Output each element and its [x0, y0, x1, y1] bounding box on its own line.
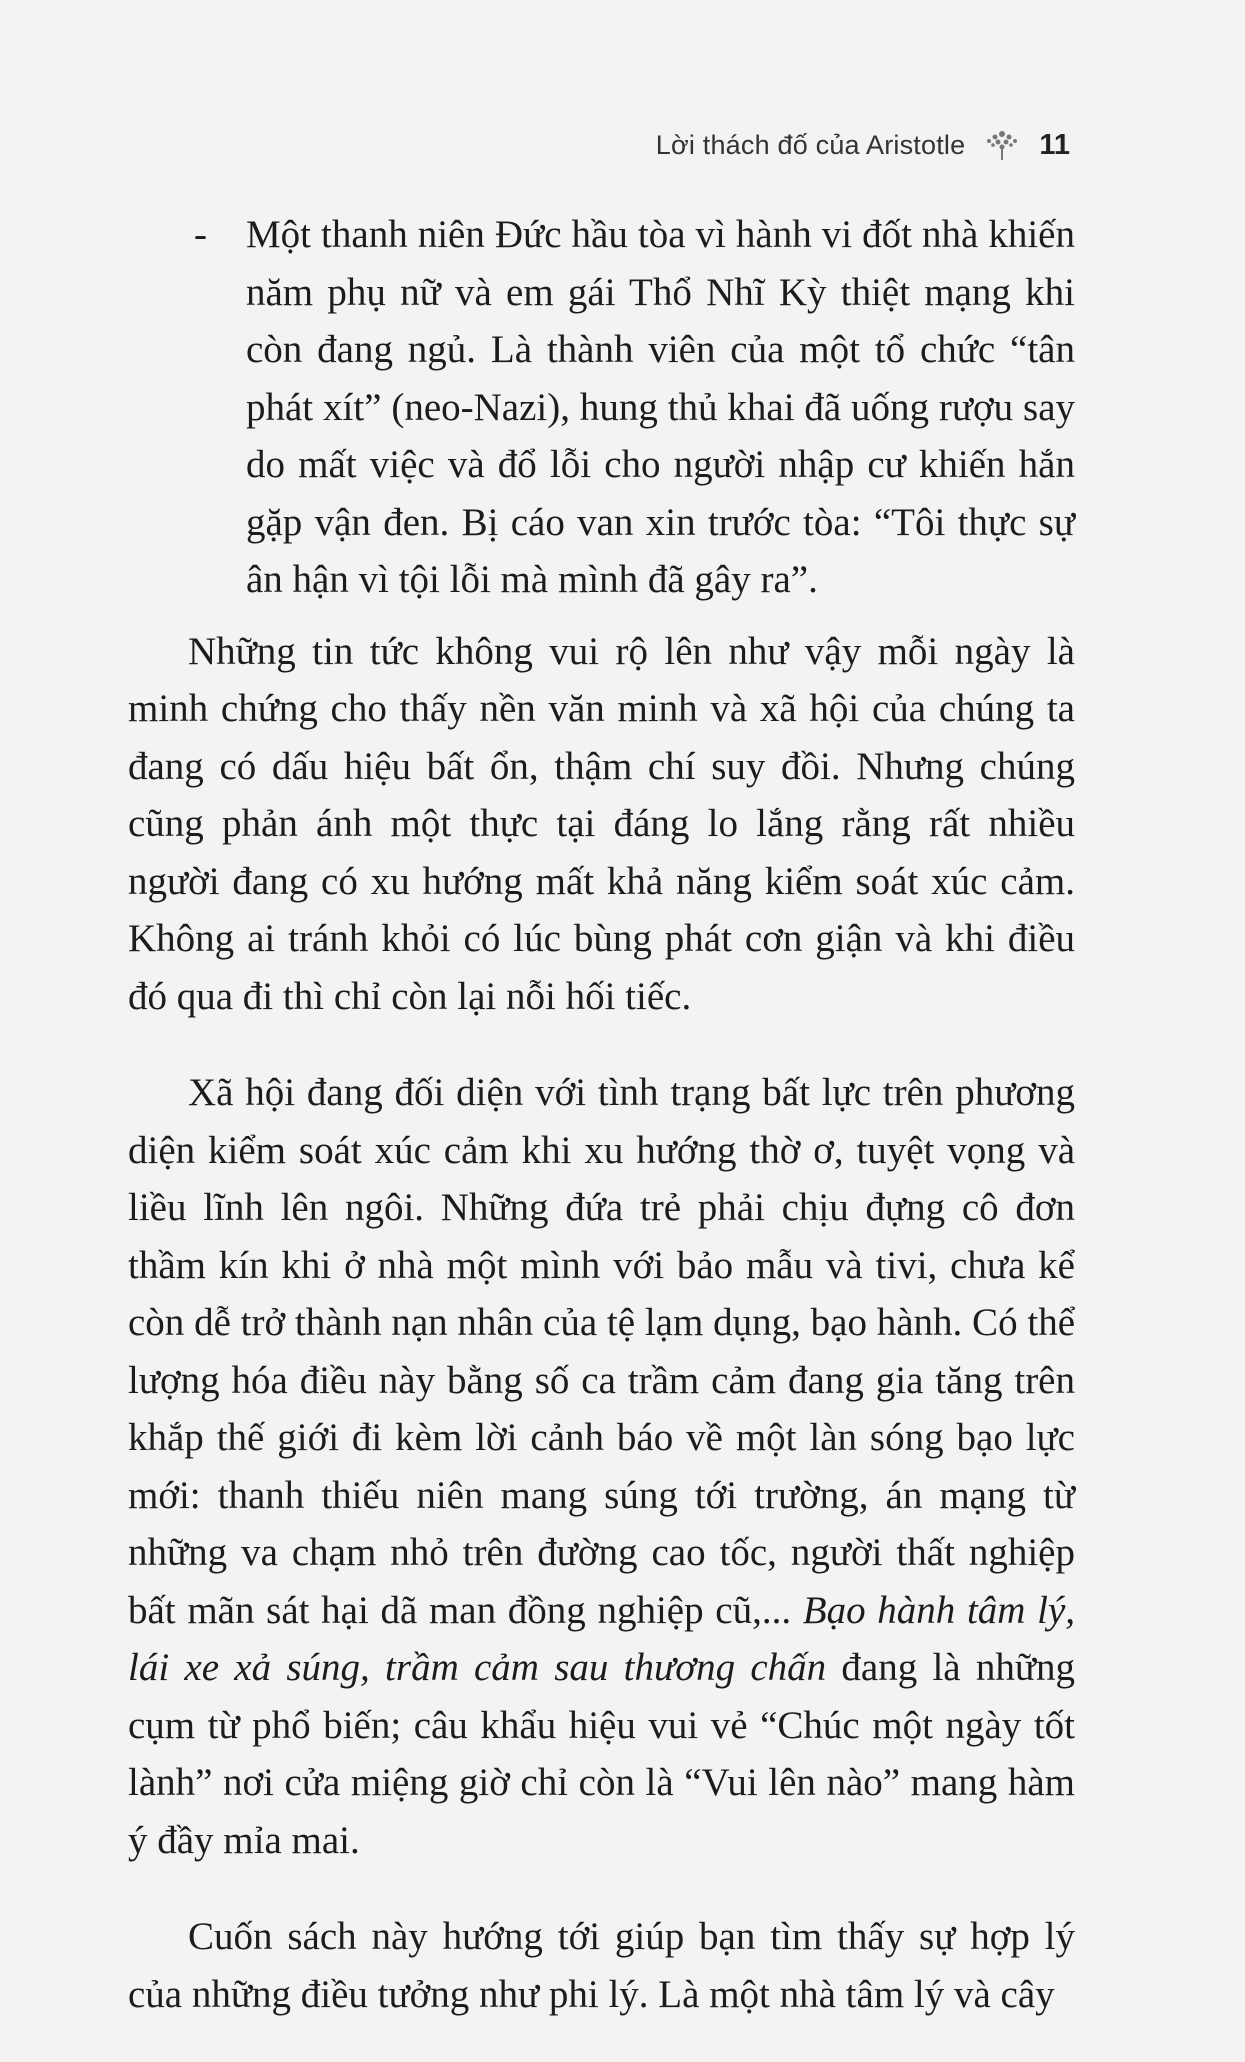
paragraph-3: Cuốn sách này hướng tới giúp bạn tìm thấy sự hợp lý của những điều tưởng như phi lý. Là một nhà tâm lý và cây	[128, 1915, 1075, 2016]
paragraph-2-text-a: Xã hội đang đối diện với tình trạng bất lực trên phương diện kiểm soát xúc cảm khi xu hướng thờ ơ, tuyệt vọng và liều lĩnh lên ngôi. Những đứa trẻ phải chịu đựng cô đơn thầm kín khi ở nhà một mình với bảo mẫu và tivi, chưa kể còn dễ trở thành nạn nhân của tệ lạm dụng, bạo hành. Có thể lượng hóa điều này bằng số ca trầm cảm đang gia tăng trên khắp thế giới đi kèm lời cảnh báo về một làn sóng bạo lực mới: thanh thiếu niên mang súng tới trường, án mạng từ những va chạm nhỏ trên đường cao tốc, người thất nghiệp bất mãn sát hại dã man đồng nghiệp cũ,...	[128, 1071, 1075, 1632]
bullet-text: Một thanh niên Đức hầu tòa vì hành vi đốt nhà khiến năm phụ nữ và em gái Thổ Nhĩ Kỳ thiệt mạng khi còn đang ngủ. Là thành viên của một tổ chức “tân phát xít” (neo-Nazi), hung thủ khai đã uống rượu say do mất việc và đổ lỗi cho người nhập cư khiến hắn gặp vận đen. Bị cáo van xin trước tòa: “Tôi thực sự ân hận vì tội lỗi mà mình đã gây ra”.	[246, 213, 1075, 601]
paragraph-1: Những tin tức không vui rộ lên như vậy mỗi ngày là minh chứng cho thấy nền văn minh và xã hội của chúng ta đang có dấu hiệu bất ổn, thậm chí suy đồi. Nhưng chúng cũng phản ánh một thực tại đáng lo lắng rằng rất nhiều người đang có xu hướng mất khả năng kiểm soát xúc cảm. Không ai tránh khỏi có lúc bùng phát cơn giận và khi điều đó qua đi thì chỉ còn lại nỗi hối tiếc.	[128, 629, 1075, 1018]
paragraph-2-italic: Bạo hành tâm lý, lái xe xả súng, trầm cảm sau thương chấn	[128, 1588, 1076, 1689]
paragraph-2-text-b: đang là những cụm từ phổ biến; câu khẩu hiệu vui vẻ “Chúc một ngày tốt lành” nơi cửa miệng giờ chỉ còn là “Vui lên nào” mang hàm ý đầy mỉa mai.	[128, 1646, 1076, 1862]
paragraph-2	[128, 1064, 1075, 1869]
page-number: 11	[1039, 128, 1070, 161]
bullet-item	[128, 206, 1075, 609]
leaf-ornament-icon	[979, 128, 1025, 162]
bullet-marker: -	[194, 213, 207, 256]
running-title: Lời thách đố của Aristotle	[655, 129, 966, 160]
running-header	[656, 128, 1070, 162]
body-text	[128, 206, 1075, 2062]
